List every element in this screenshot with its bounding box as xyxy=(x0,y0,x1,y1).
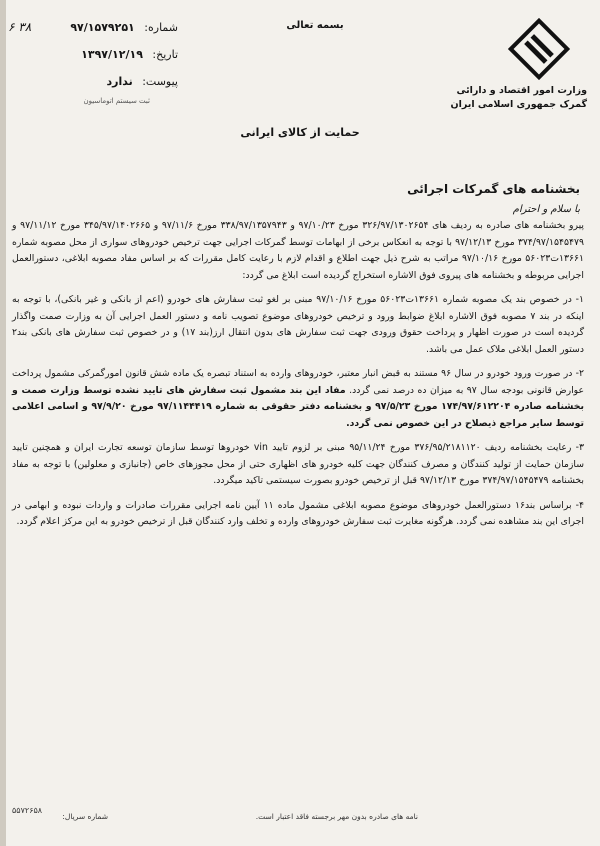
item-2-text: ۲- در صورت ورود خودرو در سال ۹۶ مستند به قبض انبار معتبر، خودروهای وارده به استناد تبصره یک ماده شش قانون امورگمرکی مشمول پرداخت عوارض قانونی بودجه سال ۹۷ به میزان ده درصد نمی گردد. xyxy=(12,368,584,396)
slogan: حمایت از کالای ایرانی xyxy=(240,126,360,139)
greeting: با سلام و احترام xyxy=(512,204,580,215)
letter-meta xyxy=(8,14,178,107)
number-label: شماره: xyxy=(144,21,178,34)
intro-paragraph: پیرو بخشنامه های صادره به ردیف های ۳۲۶/۹۷/۱۳۰۲۶۵۴ مورخ ۹۷/۱۰/۲۳ و ۳۳۸/۹۷/۱۳۵۷۹۴۳ مورخ ۹۷/۱۱/۶ و ۳۴۵/۹۷/۱۴۰۲۶۶۵ مورخ ۹۷/۱۱/۱۲ و ۳۷۴/۹۷/۱۵۴۵۴۷۹ مورخ ۹۷/۱۲/۱۳ با توجه به انعکاس برخی از ابهامات توسط گمرکات اجرایی جهت ترخیص خودروهای سواری از محل مصوبه شماره ۱۳۶۶۱ت۵۶۰۲۳ مورخ ۹۷/۱۰/۱۶ مراتب به شرح ذیل جهت اطلاع و اقدام لازم با رعایت کامل مقررات که بر اساس مفاد مصوبه ابلاغی، دستورالعمل اجرایی مربوطه و بخشنامه های پیروی فوق الاشاره استخراج گردیده است ابلاغ می گردد: xyxy=(12,220,585,281)
item-2 xyxy=(12,366,584,432)
system-note: ثبت سیستم اتوماسیون xyxy=(83,97,150,105)
serial-label: شماره سریال: xyxy=(62,812,108,821)
footer-note: نامه های صادره بدون مهر برجسته فاقد اعتبار است. xyxy=(255,812,418,821)
letter-heading: بخشنامه های گمرکات اجرائی xyxy=(407,182,580,196)
basmala: بسمه تعالی xyxy=(286,20,344,31)
number-row xyxy=(8,14,178,41)
page-edge-shadow xyxy=(0,0,6,846)
org-customs: گمرک جمهوری اسلامی ایران xyxy=(450,99,587,110)
letter-body xyxy=(12,218,584,539)
item-3: ۳- رعایت بخشنامه ردیف ۳۷۶/۹۵/۲۱۸۱۱۲۰ مورخ ۹۵/۱۱/۲۴ مبنی بر لزوم تایید vin خودروها توسط سازمان توسعه تجارت ایران و همچنین تایید سازمان حمایت از تولید کنندگان و مصرف کنندگان جهت کلیه خودرو های اظهاری حتی از محل مجوزهای خاص (جانبازی و معلولین) با توجه به مفاد بخشنامه ۳۷۴/۹۷/۱۵۴۵۴۷۹ مورخ ۹۷/۱۲/۱۳ قبل از ترخیص خودرو بصورت سیستمی تاکید میگردد. xyxy=(12,442,585,486)
item-2-bold-text: مفاد این بند مشمول ثبت سفارش های تایید نشده توسط وزارت صمت و بخشنامه صادره ۱۷۴/۹۷/۶۱۲۲۰۴ مورخ ۹۷/۵/۲۳ و بخشنامه دفتر حقوقی به شماره ۹۷/۱۱۴۴۴۱۹ مورخ ۹۷/۹/۲۰ و اسامی اعلامی توسط سایر مراجع ذیصلاح در این خصوص نمی گردد. xyxy=(12,384,584,429)
handwritten-number: ۳۸ ۶ xyxy=(8,20,32,34)
org-ministry: وزارت امور اقتصاد و دارائی xyxy=(456,85,587,96)
date-label: تاریخ: xyxy=(152,48,178,61)
attachment-label: پیوست: xyxy=(142,75,178,88)
customs-logo-icon xyxy=(508,18,570,80)
item-1: ۱- در خصوص بند یک مصوبه شماره ۱۳۶۶۱ت۵۶۰۲۳ مورخ ۹۷/۱۰/۱۶ مبنی بر لغو ثبت سفارش های خودرو (اعم از بانکی و غیر بانکی)، با توجه به اینکه در بند ۷ مصوبه فوق الاشاره ابلاغ ضوابط ورود و ترخیص خودروهای موضوع تصویب نامه و دستور العمل اجرایی آن به وزارت صمت واگذار گردیده است در صورت اظهار و پرداخت حقوق ورودی جهت ثبت سفارش های بدون انتقال ارز(بند ۱۷) و در خصوص ثبت سفارش های بانکی بند۲ دستور العمل ابلاغی ملاک عمل می باشد. xyxy=(12,294,585,355)
date-value: ۱۳۹۷/۱۲/۱۹ xyxy=(81,48,143,61)
serial-value: ۵۵۷۲۶۵۸ xyxy=(12,806,43,815)
organization-block xyxy=(412,84,587,112)
attachment-value: ندارد xyxy=(106,75,133,88)
item-4: ۴- براساس بند۱۶ دستورالعمل خودروهای موضوع مصوبه ابلاغی مشمول ماده ۱۱ آیین نامه اجرایی مقررات صادرات و واردات نبوده و ابهامی در اجرای این بند مشاهده نمی گردد. هرگونه مغایرت ثبت سفارش خودروهای وارده و تخلف وارد کنندگان قبل از ترخیص خودرو به این مرکز اعلام گردد. xyxy=(12,499,585,527)
number-value: ۹۷/۱۵۷۹۲۵۱ xyxy=(70,21,135,34)
attachment-row xyxy=(8,68,178,95)
date-row xyxy=(8,41,178,68)
